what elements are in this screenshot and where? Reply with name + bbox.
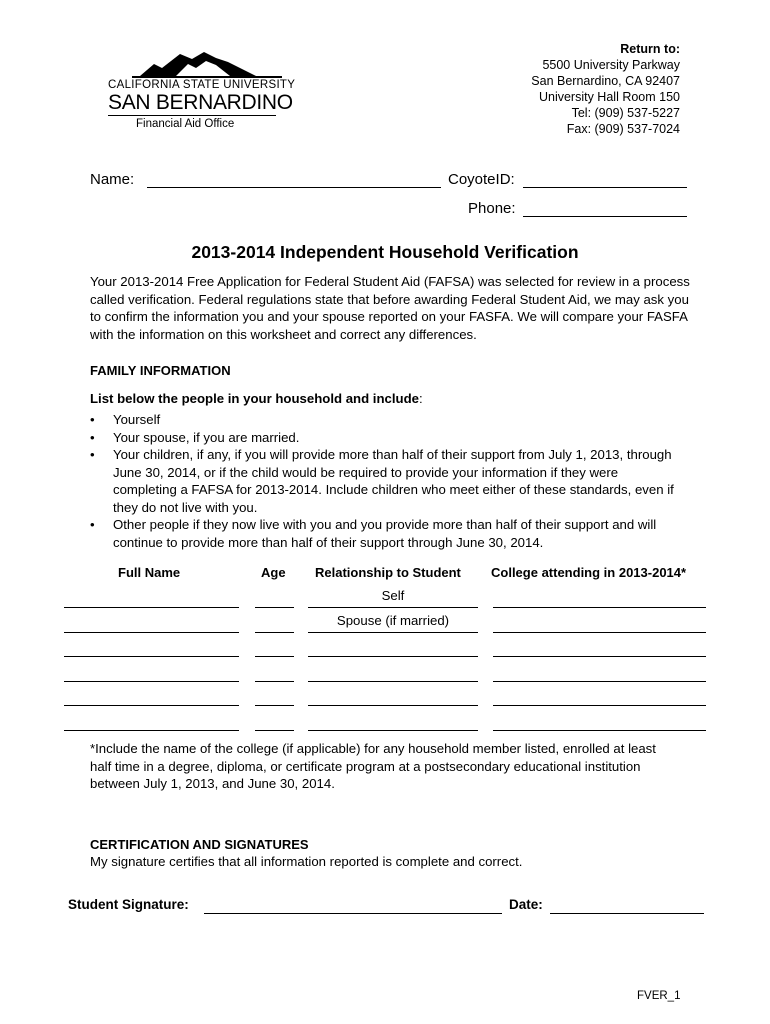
list-intro-colon: : (418, 391, 423, 406)
student-signature-label: Student Signature: (68, 897, 189, 912)
intro-paragraph: Your 2013-2014 Free Application for Federal Student Aid (FAFSA) was selected for review in a process called verification. Federal regulations state that before awarding Federal Student Aid, we may ask you to confirm the information you and your spouse reported on your FASFA. We will compare your FASFA with the information on this worksheet and correct any differences. (90, 274, 690, 342)
full-name-field[interactable] (64, 632, 239, 633)
college-field[interactable] (493, 730, 706, 731)
header-relationship: Relationship to Student (315, 565, 461, 580)
college-field[interactable] (493, 607, 706, 608)
name-label: Name: (90, 171, 135, 188)
coyoteid-field[interactable] (523, 187, 687, 188)
age-field[interactable] (255, 607, 294, 608)
relationship-field[interactable] (308, 705, 478, 706)
relationship-field[interactable] (308, 730, 478, 731)
relationship-field[interactable] (308, 681, 478, 682)
phone-field[interactable] (523, 216, 687, 217)
college-field[interactable] (493, 681, 706, 682)
form-title: 2013-2014 Independent Household Verification (191, 242, 579, 262)
logo-office-name: Financial Aid Office (136, 118, 235, 130)
college-footnote: *Include the name of the college (if applicable) for any household member listed, enrolled at least half time in a degree, diploma, or certificate program at a postsecondary educational institution between July 1, 2013, and June 30, 2014. (90, 741, 656, 791)
return-line: Fax: (909) 537-7024 (566, 122, 680, 136)
student-signature-field[interactable] (204, 913, 502, 914)
date-label: Date: (509, 897, 543, 912)
list-intro (90, 391, 423, 406)
full-name-field[interactable] (64, 607, 239, 608)
name-field[interactable] (147, 187, 441, 188)
age-field[interactable] (255, 705, 294, 706)
logo-university-name: CALIFORNIA STATE UNIVERSITY (108, 79, 296, 91)
form-id: FVER_1 (637, 990, 681, 1002)
college-field[interactable] (493, 656, 706, 657)
relationship-value: Spouse (if married) (336, 613, 450, 628)
household-list (90, 411, 680, 551)
family-heading: FAMILY INFORMATION (90, 363, 231, 378)
phone-label: Phone: (468, 200, 516, 217)
return-line: University Hall Room 150 (538, 90, 680, 104)
logo-campus-name: SAN BERNARDINO (108, 91, 293, 114)
relationship-value: Self (381, 588, 405, 603)
logo-divider (108, 115, 276, 116)
list-item: • Your children, if any, if you will provide more than half of their support from July 1, 2013, through June 30, 2014, or if the child would be required to provide your information if they were completing a FAFSA for 2013-2014. Include children who meet either of these standards, even if they do not live with you. (90, 446, 680, 516)
college-field[interactable] (493, 705, 706, 706)
header-age: Age (261, 565, 286, 580)
return-heading: Return to: (620, 42, 680, 56)
certification-text: My signature certifies that all information reported is complete and correct. (90, 854, 523, 869)
age-field[interactable] (255, 632, 294, 633)
list-item: • Yourself (90, 411, 680, 429)
return-line: 5500 University Parkway (542, 58, 680, 72)
university-logo (100, 50, 296, 135)
college-field[interactable] (493, 632, 706, 633)
relationship-field[interactable] (308, 632, 478, 633)
return-line: Tel: (909) 537-5227 (571, 106, 680, 120)
age-field[interactable] (255, 681, 294, 682)
header-full-name: Full Name (118, 565, 181, 580)
date-field[interactable] (550, 913, 704, 914)
full-name-field[interactable] (64, 681, 239, 682)
coyoteid-label: CoyoteID: (448, 171, 515, 188)
full-name-field[interactable] (64, 705, 239, 706)
list-item: • Other people if they now live with you and you provide more than half of their support and will continue to provide more than half of their support through June 30, 2014. (90, 516, 680, 551)
return-line: San Bernardino, CA 92407 (531, 74, 680, 88)
full-name-field[interactable] (64, 730, 239, 731)
full-name-field[interactable] (64, 656, 239, 657)
relationship-field[interactable] (308, 656, 478, 657)
relationship-field[interactable] (308, 607, 478, 608)
age-field[interactable] (255, 656, 294, 657)
list-intro-text: List below the people in your household and include (90, 391, 419, 406)
age-field[interactable] (255, 730, 294, 731)
mountain-icon (132, 50, 282, 78)
list-item: • Your spouse, if you are married. (90, 429, 680, 447)
certification-heading: CERTIFICATION AND SIGNATURES (90, 837, 309, 852)
header-college: College attending in 2013-2014* (491, 565, 687, 580)
return-address (420, 41, 680, 137)
